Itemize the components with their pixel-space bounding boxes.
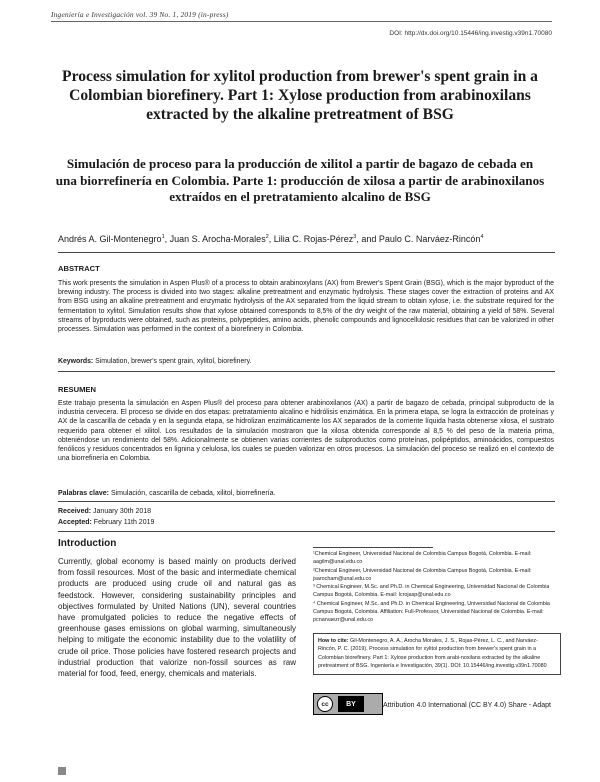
- cc-icon: cc: [317, 696, 333, 712]
- author-affiliation-mark: 1: [161, 234, 165, 240]
- footnote: ¹Chemical Engineer, Universidad Nacional de Colombia Campus Bogotá, Colombia. E-mail: aagilm@unal.edu.co: [313, 551, 532, 566]
- section-divider: [58, 531, 555, 532]
- author-footnotes: [313, 550, 555, 625]
- author-list: Andrés A. Gil-Montenegro$^1$, Juan S. Arocha-Morales$^2$, Lilia C. Rojas-Pérez$^3$, and Paulo C. Narváez-Rincón$^4$: [58, 234, 484, 244]
- introduction-text: Currently, global economy is based mainly on products derived from fossil resources. Most of the basic and intermediate chemical products are produced using crude oil and natural gas as feedstock. However, considering sustainability principles and objectives formulated by United Nations (UN), several countries have promulgated policies to reduce the negative effects of greenhouse gases emissions on global warming, simultaneously helping to mitigate the economic instability due to the volatility of crude oil price. Those policies have fostered research projects and industrial production that valorize non-fossil sources as raw material for food, feed, energy, chemicals and materials.: [58, 557, 296, 679]
- section-divider: [58, 371, 555, 372]
- keywords: [58, 358, 251, 365]
- accepted-value: February 11th 2019: [93, 519, 155, 526]
- how-to-cite-label: How to cite:: [318, 638, 349, 644]
- received-date: [58, 506, 154, 517]
- title-spanish: Simulación de proceso para la producción de xilitol a partir de bagazo de cebada en una biorrefinería en Colombia. Parte 1: producción de xilosa a partir de arabinoxilanos extraídos en el pretratamiento alcalino de BSG: [55, 156, 545, 204]
- license-text: Attribution 4.0 International (CC BY 4.0) Share - Adapt: [383, 702, 551, 709]
- resumen-text: Este trabajo presenta la simulación en Aspen Plus® del proceso para obtener arabinoxilanos (AX) a partir de bagazo de cebada, principal subproducto de la industria cervecera. El proceso se divide en dos etapas: pretratamiento alcalino e hidrólisis enzimática. En la primera etapa, se logra la extracción de proteínas y AX de la cascarilla de cebada y en la segunda etapa, se hidrolizan enzimáticamente los AX separados de la corriente líquida hasta obtenerse xilosa, el sustrato requerido para obtener el xilitol. Los resultados de la simulación mostraron que la xilosa obtenida corresponde al 8,5 % del peso de la materia prima, obteniéndose un rendimiento del 58%. Adicionalmente se obtienen varias corrientes de subproductos como proteínas, polipéptidos, aminoácidos, compuestos fenólicos y residuos concentrados en lignina y celulosa, los cuales se pueden valorizar en otros procesos. La simulación del proceso se realizó en el contexto de una biorrefinería en Colombia.: [58, 400, 554, 463]
- introduction-heading: Introduction: [58, 538, 117, 549]
- palabras-clave-value: Simulación, cascarilla de cebada, xilitol, biorrefinería.: [110, 490, 276, 497]
- author-affiliation-mark: 3: [353, 234, 357, 240]
- footnote: ²Chemical Engineer, Universidad Nacional de Colombia Campus Bogotá, Colombia. E-mail: jsarocham@unal.edu.co: [313, 567, 532, 582]
- cc-license-badge[interactable]: [313, 693, 383, 715]
- abstract-heading: ABSTRACT: [58, 264, 100, 273]
- section-divider: [58, 501, 555, 502]
- author-name: and Paulo C. Narváez-Rincón: [361, 234, 481, 244]
- title-english: Process simulation for xylitol production from brewer's spent grain in a Colombian biorefinery. Part 1: Xylose production from arabinoxilans extracted by the alkaline pretreatment of BSG: [62, 68, 538, 123]
- accepted-date: [58, 517, 154, 528]
- footnote-divider: [313, 547, 433, 548]
- accepted-label: Accepted:: [58, 519, 92, 526]
- how-to-cite-box: [313, 633, 561, 675]
- received-label: Received:: [58, 508, 92, 515]
- article-dates: [58, 506, 154, 528]
- author-name: Lilia C. Rojas-Pérez: [273, 234, 354, 244]
- resumen-heading: RESUMEN: [58, 385, 96, 394]
- footnote: ³ Chemical Engineer, M.Sc. and Ph.D. in Chemical Engineering, Universidad Nacional de Colombia Campus Bogotá, Colombia. E-mail: lcrojasp@unal.edu.co: [313, 584, 550, 599]
- page-corner-marker: [58, 767, 66, 775]
- palabras-clave-label: Palabras clave:: [58, 490, 109, 497]
- author-name: Andrés A. Gil-Montenegro: [58, 234, 162, 244]
- header-divider: [51, 21, 552, 22]
- palabras-clave: [58, 490, 276, 497]
- keywords-label: Keywords:: [58, 358, 94, 365]
- author-name: Juan S. Arocha-Morales: [169, 234, 266, 244]
- abstract-text: This work presents the simulation in Aspen Plus® of a process to obtain arabinoxylans (AX) from Brewer's Spent Grain (BSG), which is the major byproduct of the brewing industry. The process is divided into two stages: alkaline pretreatment and enzymatic hydrolysis. These stages cover the extraction of proteins and AX from BSG using an alkaline pretreatment and enzymatic hydrolysis of the AX separated from the liquid stream to obtain xylose, i.e. the substrate required for the fermentation to xylitol. Simulation results show that xylose obtained corresponds to 8,5% of the dry weight of the raw material, obtaining a yield of 58%. Several streams of byproducts were obtained, such as proteins, polypeptides, amino acids, phenolic compounds and lignocellulosic residues that can be valorized in other processes. Simulation was performed in the context of a biorefinery in Colombia.: [58, 280, 554, 334]
- footnote: ⁴ Chemical Engineer, M.Sc. and Ph.D. in Chemical Engineering, Universidad Nacional de Colombia Campus Bogotá, Colombia. Affiliation: Full-Professor, Universidad Nacional de Colombia. E-mail: pcnarvaezr@unal.edu.co: [313, 600, 550, 624]
- journal-header: Ingeniería e Investigación vol. 39 No. 1, 2019 (in-press): [51, 10, 229, 19]
- author-affiliation-mark: 2: [265, 234, 269, 240]
- by-icon: BY: [338, 696, 364, 712]
- section-divider: [58, 252, 555, 253]
- keywords-value: Simulation, brewer's spent grain, xylitol, biorefinery.: [95, 358, 252, 365]
- received-value: January 30th 2018: [93, 508, 152, 515]
- how-to-cite-text: Gil-Montenegro, A. A., Arocha Morales, J. S., Rojas-Pérez, L. C., and Narváez-Rincón, P. C. (2019). Process simulation for xylitol production from brewer's spent grain in a Colombian biorefinery. Part 1: Xylose production from arabi-noxilans extracted by the alkaline pretreatment of BSG. Ingeniería e Investigación, 39(1). DOI: 10.15446/ing.investig.v39n1.70080: [318, 638, 547, 670]
- author-affiliation-mark: 4: [480, 234, 484, 240]
- doi-link[interactable]: DOI: http://dx.doi.org/10.15446/ing.investig.v39n1.70080: [389, 30, 552, 37]
